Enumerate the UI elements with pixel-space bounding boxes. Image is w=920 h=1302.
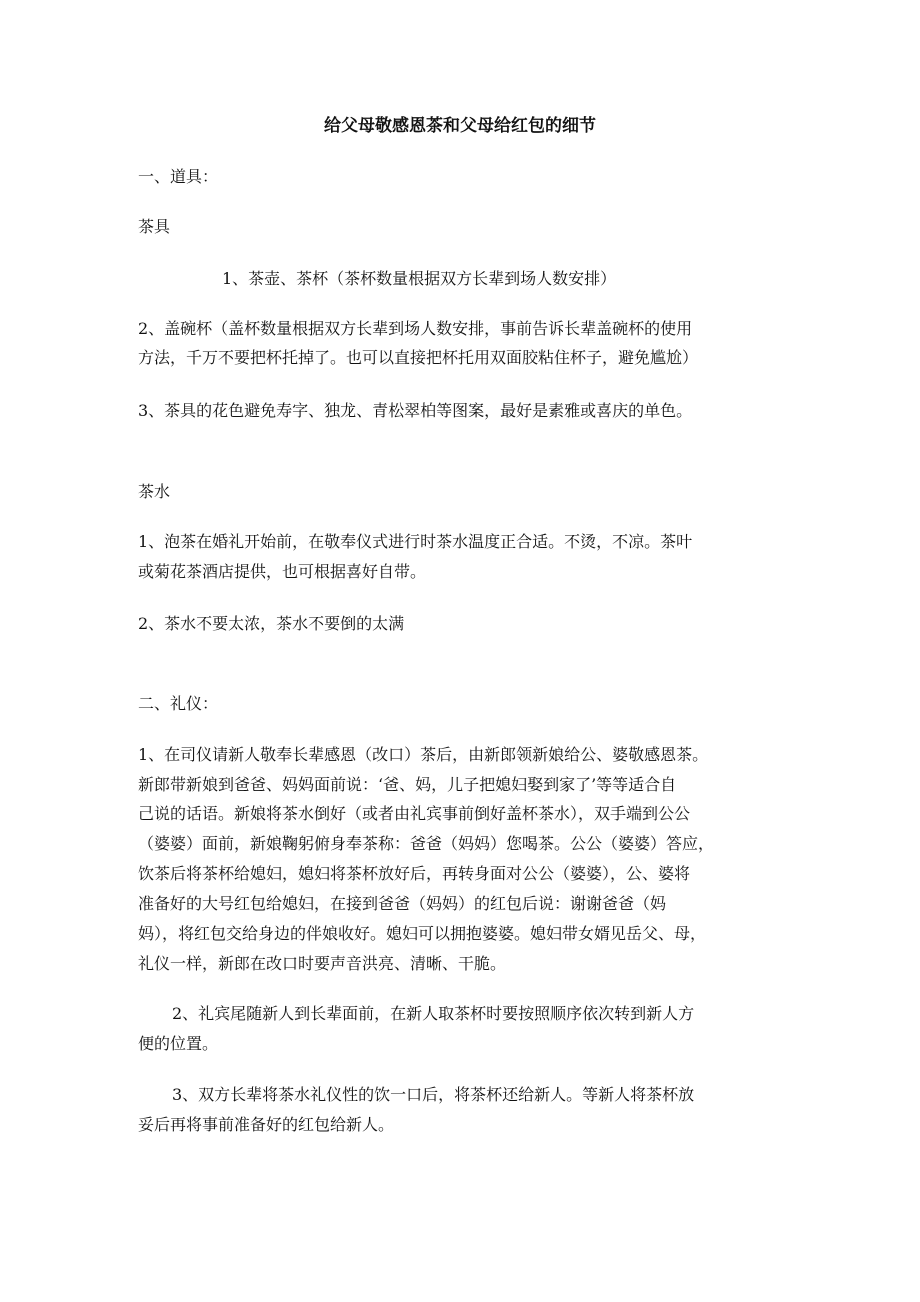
tea-set-heading: 茶具 [138,217,171,236]
etiquette-item-1-line-6: 准备好的大号红包给媳妇，在接到爸爸（妈妈）的红包后说：谢谢爸爸（妈 [138,894,667,913]
tea-set-item-2-line-2: 方法，千万不要把杯托掉了。也可以直接把杯托用双面胶粘住杯子，避免尴尬） [138,348,699,367]
section-1-heading: 一、道具： [138,167,219,186]
tea-set-item-3: 3、茶具的花色避免寿字、独龙、青松翠柏等图案，最好是素雅或喜庆的单色。 [138,401,693,420]
etiquette-item-1-line-7: 妈），将红包交给身边的伴娘收好。媳妇可以拥抱婆婆。媳妇带女婿见岳父、母， [138,924,707,943]
etiquette-item-1-line-2: 新郎带新娘到爸爸、妈妈面前说：‘爸、妈，儿子把媳妇娶到家了’等等适合自 [138,775,677,794]
tea-water-item-1-line-2: 或菊花茶酒店提供，也可根据喜好自带。 [138,562,427,581]
tea-water-item-2: 2、茶水不要太浓，茶水不要倒的太满 [138,614,405,633]
etiquette-item-3-line-2: 妥后再将事前准备好的红包给新人。 [138,1115,395,1134]
etiquette-item-1-line-5: 饮茶后将茶杯给媳妇，媳妇将茶杯放好后，再转身面对公公（婆婆），公、婆将 [138,864,691,883]
tea-set-item-1: 1、茶壶、茶杯（茶杯数量根据双方长辈到场人数安排） [222,269,617,288]
tea-water-item-1-line-1: 1、泡茶在婚礼开始前，在敬奉仪式进行时茶水温度正合适。不烫，不凉。茶叶 [138,532,693,551]
etiquette-item-1-line-3: 己说的话语。新娘将茶水倒好（或者由礼宾事前倒好盖杯茶水），双手端到公公 [138,804,691,823]
tea-water-heading: 茶水 [138,482,171,501]
tea-set-item-2-line-1: 2、盖碗杯（盖杯数量根据双方长辈到场人数安排，事前告诉长辈盖碗杯的使用 [138,319,693,338]
document-title: 给父母敬感恩茶和父母给红包的细节 [324,116,596,136]
section-2-heading: 二、礼仪： [138,694,219,713]
etiquette-item-2-line-1: 2、礼宾尾随新人到长辈面前，在新人取茶杯时要按照顺序依次转到新人方 [172,1004,695,1023]
etiquette-item-1-line-1: 1、在司仪请新人敬奉长辈感恩（改口）茶后，由新郎领新娘给公、婆敬感恩茶。 [138,745,709,764]
etiquette-item-1-line-8: 礼仪一样，新郎在改口时要声音洪亮、清晰、干脆。 [138,954,507,973]
etiquette-item-1-line-4: （婆婆）面前，新娘鞠躬俯身奉茶称：爸爸（妈妈）您喝茶。公公（婆婆）答应， [138,834,715,853]
etiquette-item-2-line-2: 便的位置。 [138,1034,219,1053]
etiquette-item-3-line-1: 3、双方长辈将茶水礼仪性的饮一口后，将茶杯还给新人。等新人将茶杯放 [172,1085,695,1104]
